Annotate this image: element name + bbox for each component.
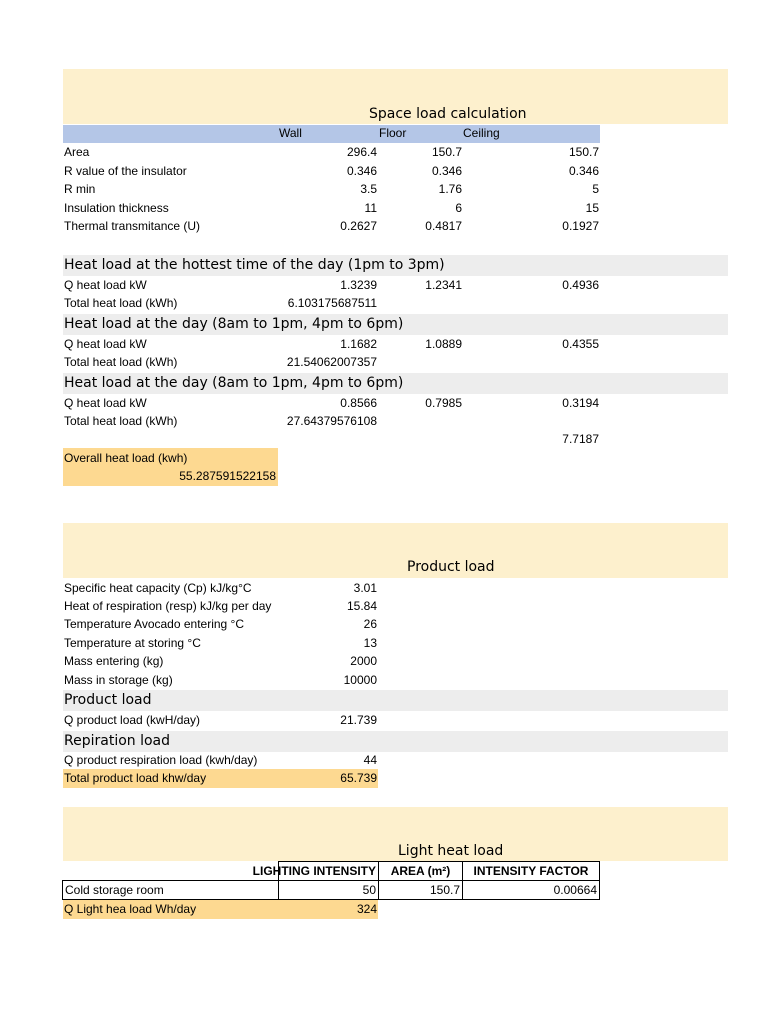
light-load-title: Light heat load <box>398 843 504 859</box>
period-title: Heat load at the day (8am to 1pm, 4pm to 6pm) <box>64 375 404 391</box>
row-value: 26 <box>363 617 377 631</box>
extra-ceiling-value: 7.7187 <box>562 432 599 446</box>
row-label: Temperature at storing °C <box>64 636 201 650</box>
row-value: 3.01 <box>353 581 377 595</box>
total-heat-label: Total heat load (kWh) <box>64 355 178 369</box>
total-product-value: 65.739 <box>340 771 377 785</box>
product-section-title: Product load <box>64 692 152 708</box>
row-label: Mass entering (kg) <box>64 654 164 668</box>
row-label: Temperature Avocado entering °C <box>64 617 245 631</box>
total-heat-value: 27.64379576108 <box>286 414 377 428</box>
space-load-title: Space load calculation <box>369 106 527 122</box>
q-floor-value: 0.7985 <box>425 396 462 410</box>
product-title-band <box>63 523 728 578</box>
row-value: 15.84 <box>346 599 377 613</box>
q-floor-value: 1.2341 <box>425 278 462 292</box>
q-heat-label: Q heat load kW <box>64 396 147 410</box>
product-section-band <box>63 690 728 711</box>
q-product-value: 21.739 <box>340 713 377 727</box>
q-respiration-label: Q product respiration load (kwh/day) <box>64 753 258 767</box>
q-wall-value: 0.8566 <box>340 396 377 410</box>
q-heat-label: Q heat load kW <box>64 278 147 292</box>
q-respiration-value: 44 <box>363 753 377 767</box>
ceiling-value: 0.1927 <box>562 219 599 233</box>
overall-heat-value: 55.287591522158 <box>179 469 276 483</box>
wall-value: 0.2627 <box>340 219 377 233</box>
row-label: Specific heat capacity (Cp) kJ/kg°C <box>64 581 252 595</box>
q-product-label: Q product load (kwH/day) <box>64 713 201 727</box>
floor-value: 150.7 <box>431 145 462 159</box>
q-wall-value: 1.3239 <box>340 278 377 292</box>
area-value: 150.7 <box>378 880 463 900</box>
space-header-row <box>63 125 600 143</box>
row-label: Area <box>64 145 90 159</box>
q-heat-label: Q heat load kW <box>64 337 147 351</box>
row-label: Mass in storage (kg) <box>64 673 173 687</box>
header-intensity-factor: INTENSITY FACTOR <box>462 861 600 881</box>
wall-value: 296.4 <box>346 145 377 159</box>
wall-value: 3.5 <box>360 182 377 196</box>
overall-heat-label: Overall heat load (kwh) <box>64 451 188 465</box>
q-ceiling-value: 0.4355 <box>562 337 599 351</box>
q-ceiling-value: 0.3194 <box>562 396 599 410</box>
total-heat-value: 6.103175687511 <box>287 296 377 310</box>
q-light-label: Q Light hea load Wh/day <box>64 902 197 916</box>
q-wall-value: 1.1682 <box>340 337 377 351</box>
q-ceiling-value: 0.4936 <box>562 278 599 292</box>
header-floor: Floor <box>379 126 407 140</box>
product-load-title: Product load <box>407 559 495 575</box>
q-floor-value: 1.0889 <box>425 337 462 351</box>
total-heat-value: 21.54062007357 <box>286 355 377 369</box>
row-label: Heat of respiration (resp) kJ/kg per day <box>64 599 272 613</box>
floor-value: 6 <box>455 201 462 215</box>
header-lighting-intensity: LIGHTING INTENSITY <box>278 861 379 881</box>
respiration-section-title: Repiration load <box>64 733 171 749</box>
lighting-intensity-value: 50 <box>278 880 379 900</box>
header-ceiling: Ceiling <box>463 126 500 140</box>
ceiling-value: 0.346 <box>568 164 599 178</box>
wall-value: 0.346 <box>346 164 377 178</box>
total-product-label: Total product load khw/day <box>64 771 207 785</box>
header-area: AREA (m²) <box>378 861 463 881</box>
intensity-factor-value: 0.00664 <box>462 880 600 900</box>
row-value: 10000 <box>343 673 377 687</box>
ceiling-value: 15 <box>585 201 599 215</box>
row-label: Insulation thickness <box>64 201 169 215</box>
period-title: Heat load at the hottest time of the day (1pm to 3pm) <box>64 257 445 273</box>
cold-storage-room-label: Cold storage room <box>62 880 279 900</box>
light-title-band <box>63 807 728 861</box>
q-light-value: 324 <box>356 902 377 916</box>
ceiling-value: 150.7 <box>568 145 599 159</box>
row-value: 2000 <box>350 654 377 668</box>
row-label: R min <box>64 182 96 196</box>
total-heat-label: Total heat load (kWh) <box>64 296 178 310</box>
row-value: 13 <box>363 636 377 650</box>
floor-value: 0.4817 <box>425 219 462 233</box>
total-heat-label: Total heat load (kWh) <box>64 414 178 428</box>
period-title: Heat load at the day (8am to 1pm, 4pm to 6pm) <box>64 316 404 332</box>
row-label: R value of the insulator <box>64 164 187 178</box>
floor-value: 1.76 <box>438 182 462 196</box>
header-wall: Wall <box>279 126 302 140</box>
ceiling-value: 5 <box>592 182 599 196</box>
floor-value: 0.346 <box>431 164 462 178</box>
row-label: Thermal transmitance (U) <box>64 219 201 233</box>
wall-value: 11 <box>364 201 377 215</box>
